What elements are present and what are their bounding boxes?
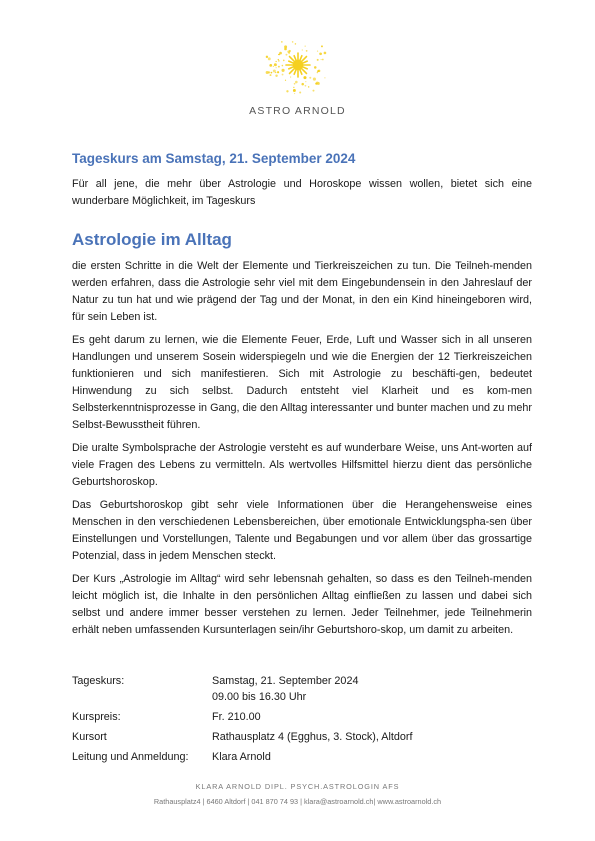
course-date-heading: Tageskurs am Samstag, 21. September 2024 <box>72 151 356 166</box>
brand-name: ASTRO ARNOLD <box>249 105 346 117</box>
info-label: Tageskurs: <box>72 675 125 687</box>
info-row-tageskurs <box>72 673 512 705</box>
info-row-leitung <box>72 749 512 765</box>
course-description <box>72 258 532 645</box>
course-title: Astrologie im Alltag <box>72 230 232 249</box>
course-location: Rathausplatz 4 (Egghus, 3. Stock), Altdorf <box>212 731 413 743</box>
info-label: Leitung und Anmeldung: <box>72 751 189 763</box>
course-leader: Klara Arnold <box>212 751 271 763</box>
paragraph: Der Kurs „Astrologie im Alltag“ wird sehr lebensnah gehalten, so dass es den Teilneh-menden leicht möglich ist, die Inhalte in den persönlichen Alltag einfließen zu lassen und dabei sich selbst und andere immer besser verstehen zu lernen. Jeder Teilnehmer, jede Teilnehmerin erhält neben umfassenden Kursunterlagen sein/ihr Geburtshoro-skop, um damit zu arbeiten. <box>72 573 532 636</box>
footer-contact: Rathausplatz4 | 6460 Altdorf | 041 870 74 93 | klara@astroarnold.ch| www.astroarnold.ch <box>153 797 442 806</box>
course-price: Fr. 210.00 <box>212 711 261 723</box>
info-value <box>212 673 512 705</box>
paragraph: Das Geburtshoroskop gibt sehr viele Informationen über die Herangehensweise eines Menschen in den verschiedenen Lebensbereichen, über emotionale Entwicklungspha-sen über Einstellungen und Vorstellungen, Talente und Begabungen und vor allem über das grossartige Potenzial, dass in jedem Menschen steckt. <box>72 499 532 562</box>
logo <box>0 34 595 124</box>
footer <box>0 782 595 806</box>
intro-text: Für all jene, die mehr über Astrologie und Horoskope wissen wollen, bietet sich eine wunderbare Möglichkeit, im Tageskurs <box>72 178 532 207</box>
info-row-kursort <box>72 729 512 745</box>
footer-name: KLARA ARNOLD DIPL. PSYCH.ASTROLOGIN AFS <box>195 782 400 791</box>
info-row-kurspreis <box>72 709 512 725</box>
course-date: Samstag, 21. September 2024 <box>212 675 359 687</box>
paragraph: Es geht darum zu lernen, wie die Elemente Feuer, Erde, Luft und Wasser sich in all unseren Handlungen und unserem Sosein widerspiegeln und wie die Energien der 12 Tierkreiszeichen funktionieren und sich manifestieren. Sich mit Astrologie zu beschäfti-gen, bedeutet Hinwendung zu sich selbst. Dadurch entsteht viel Klarheit und es kom-men Selbsterkenntnisprozesse in Gang, die den Alltag interessanter und bunter machen und zu mehr Selbst-Bewusstheit führen. <box>72 334 532 431</box>
course-info-table <box>72 673 512 769</box>
info-label: Kurspreis: <box>72 711 121 723</box>
course-time: 09.00 bis 16.30 Uhr <box>212 691 307 703</box>
sun-stars-logo-icon <box>263 34 333 96</box>
paragraph: Die uralte Symbolsprache der Astrologie versteht es auf wunderbare Weise, uns Ant-worten auf viele Fragen des Lebens zu vermitteln. Als wertvolles Hilfsmittel hierzu dient das persönliche Geburtshoroskop. <box>72 442 532 488</box>
info-label: Kursort <box>72 731 107 743</box>
paragraph: die ersten Schritte in die Welt der Elemente und Tierkreiszeichen zu tun. Die Teilneh-menden werden erfahren, dass die Astrologie sehr viel mit dem Eingebundensein in den Jahreslauf der Natur zu tun hat und wie prägend der Tag und der Monat, in den ein Kind hineingeboren wird, für sein Leben ist. <box>72 260 532 323</box>
